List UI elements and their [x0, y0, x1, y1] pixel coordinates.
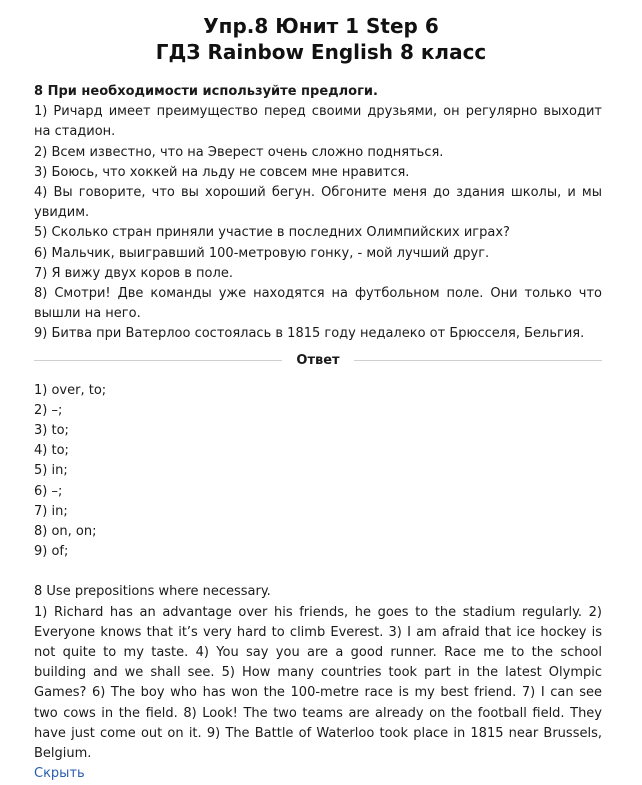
- answer-item-2: 2) –;: [34, 402, 63, 418]
- spacer: [34, 562, 602, 582]
- divider-right: [354, 360, 602, 361]
- task-item-1: 1) Ричард имеет преимущество перед своими друзьями, он регулярно выходит на стадион.: [34, 104, 602, 140]
- answer-item-6: 6) –;: [34, 483, 63, 499]
- task-item-3: 3) Боюсь, что хоккей на льду не совсем мне нравится.: [34, 164, 410, 180]
- page-title-exercise: Упр.8 Юнит 1 Step 6: [203, 14, 439, 38]
- task-heading: 8 При необходимости используйте предлоги.: [34, 84, 378, 99]
- task-item-4: 4) Вы говорите, что вы хороший бегун. Обгоните меня до здания школы, и мы увидим.: [34, 185, 602, 221]
- task-item-9: 9) Битва при Ватерлоо состоялась в 1815 году недалеко от Брюсселя, Бельгия.: [34, 326, 585, 342]
- task-list: [34, 102, 602, 344]
- answer-label: Ответ: [296, 352, 340, 368]
- divider-left: [34, 360, 282, 361]
- english-text: 1) Richard has an advantage over his friends, he goes to the stadium regularly. 2) Everyone knows that it’s very hard to climb Everest. 3) I am afraid that ice hockey is not quite to my taste. 4) You say you are a good runner. Race me to the school building and we shall see. 5) How many countries took part in the latest Olympic Games? 6) The boy who has won the 100-metre race is my best friend. 7) I can see two cows in the field. 8) Look! The two teams are already on the football field. They have just come out on it. 9) The Battle of Waterloo took place in 1815 near Brussels, Belgium.: [34, 604, 602, 762]
- task-item-5: 5) Сколько стран приняли участие в последних Олимпийских играх?: [34, 225, 510, 241]
- answer-item-8: 8) on, on;: [34, 524, 97, 540]
- task-item-2: 2) Всем известно, что на Эверест очень сложно подняться.: [34, 144, 444, 160]
- answer-separator: [34, 351, 602, 371]
- english-heading: 8 Use prepositions where necessary.: [34, 584, 271, 600]
- hide-link[interactable]: Скрыть: [34, 766, 85, 782]
- task-item-7: 7) Я вижу двух коров в поле.: [34, 265, 233, 281]
- answer-item-7: 7) in;: [34, 503, 68, 519]
- answer-item-9: 9) of;: [34, 544, 69, 560]
- answer-item-3: 3) to;: [34, 423, 69, 439]
- content: [34, 82, 602, 785]
- answer-item-4: 4) to;: [34, 443, 69, 459]
- task-item-8: 8) Смотри! Две команды уже находятся на футбольном поле. Они только что вышли на него.: [34, 286, 602, 322]
- task-item-6: 6) Мальчик, выигравший 100-метровую гонку, - мой лучший друг.: [34, 245, 490, 261]
- answer-item-1: 1) over, to;: [34, 382, 107, 398]
- page-title-book: ГДЗ Rainbow English 8 класс: [155, 40, 487, 64]
- answer-item-5: 5) in;: [34, 463, 68, 479]
- answer-list: [34, 381, 602, 563]
